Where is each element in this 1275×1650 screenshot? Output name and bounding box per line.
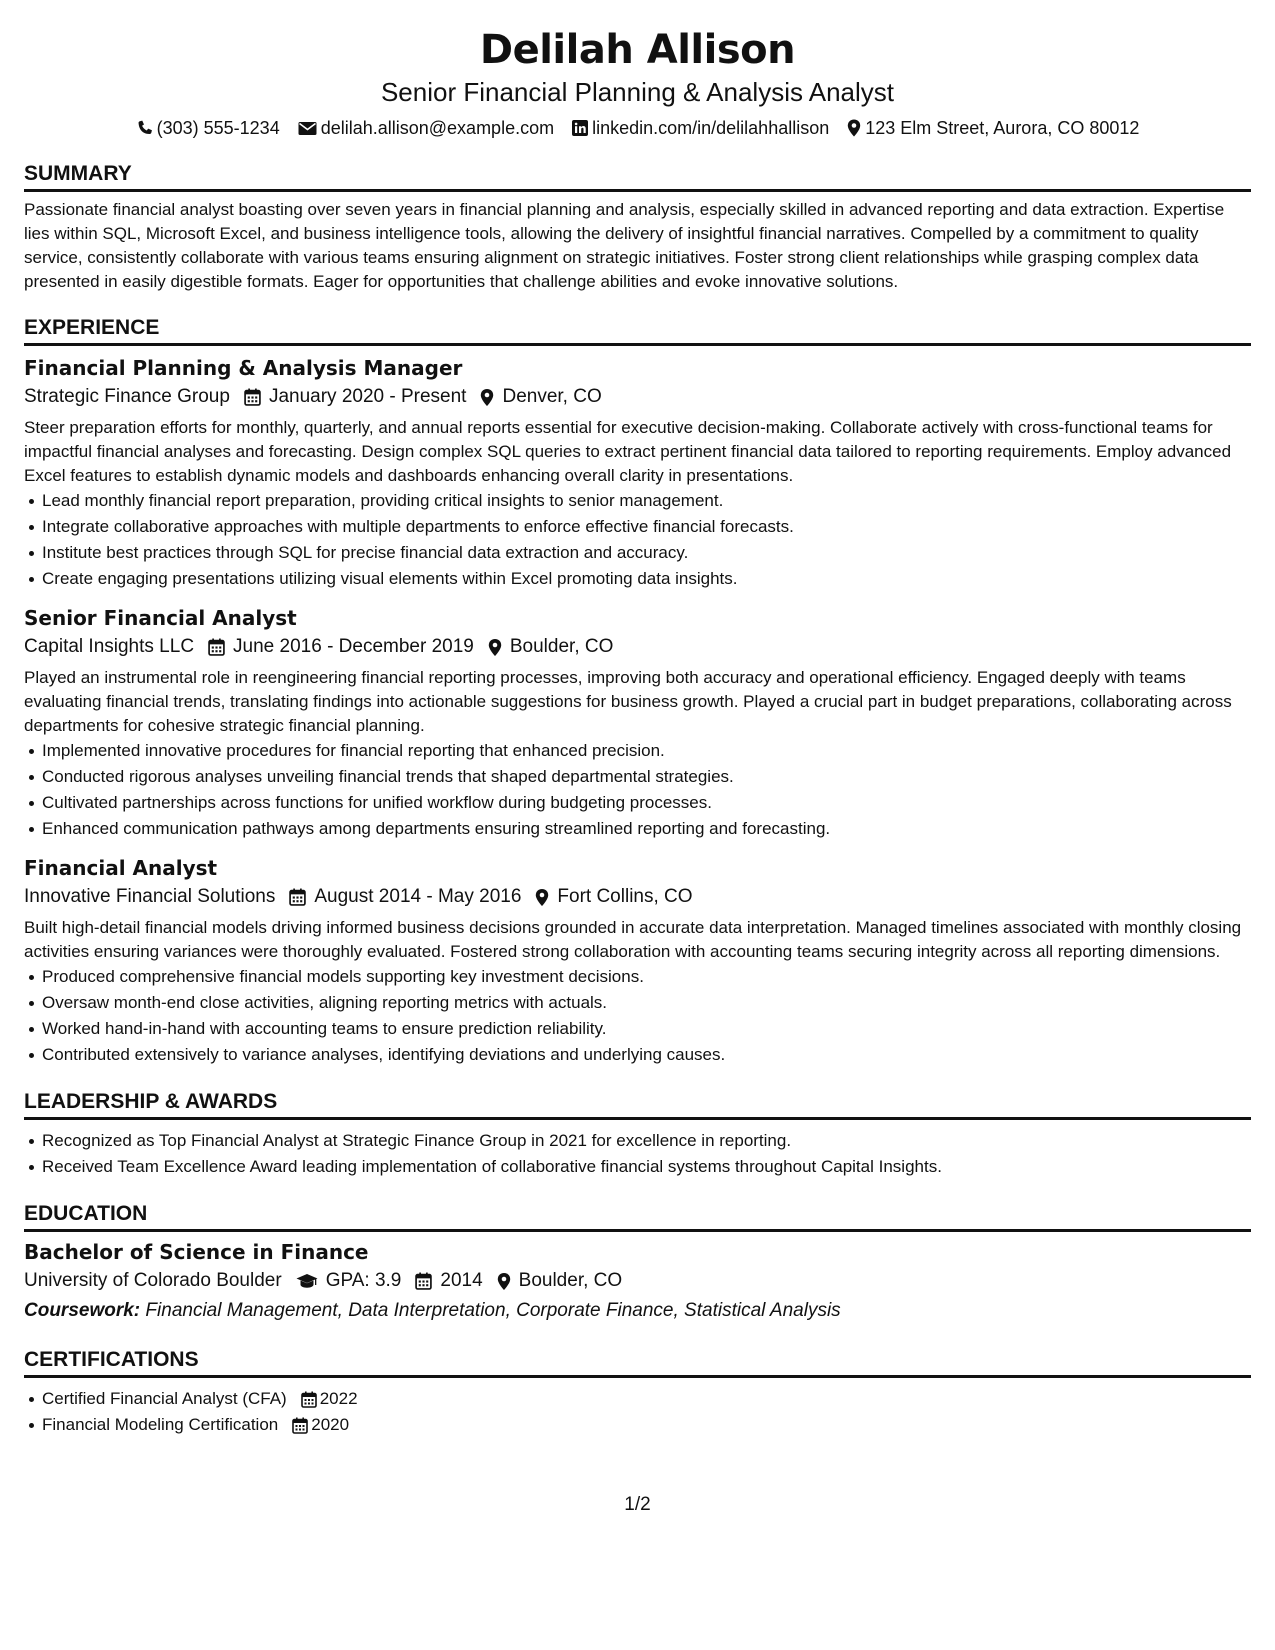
job-location-text: Fort Collins, CO xyxy=(557,886,693,907)
job-location-text: Denver, CO xyxy=(502,386,602,407)
award-item: Received Team Excellence Award leading implementation of collaborative financial systems throughout Capital Insights. xyxy=(42,1154,1251,1180)
job-bullet: Conducted rigorous analyses unveiling financial trends that shaped departmental strategies. xyxy=(42,764,1251,790)
calendar-icon xyxy=(289,888,306,906)
job-bullet: Enhanced communication pathways among departments ensuring streamlined reporting and forecasting. xyxy=(42,816,1251,842)
contact-bar xyxy=(24,116,1251,140)
resume-header xyxy=(24,24,1251,140)
job-bullet: Cultivated partnerships across functions for unified workflow during budgeting processes. xyxy=(42,790,1251,816)
job-entry xyxy=(24,354,1251,592)
job-location xyxy=(535,882,692,912)
certification-date xyxy=(292,1412,349,1438)
certification-year: 2020 xyxy=(311,1415,350,1434)
certification-year: 2022 xyxy=(319,1389,358,1408)
envelope-icon xyxy=(298,121,317,136)
job-company-text: Strategic Finance Group xyxy=(24,386,230,407)
phone-icon xyxy=(136,120,153,137)
education-location xyxy=(497,1266,623,1296)
job-bullet: Lead monthly financial report preparation, providing critical insights to senior management. xyxy=(42,488,1251,514)
contact-phone xyxy=(136,116,280,140)
linkedin-icon xyxy=(572,120,588,136)
school-name xyxy=(24,1266,282,1296)
job-bullets xyxy=(24,964,1251,1068)
contact-linkedin[interactable] xyxy=(572,116,829,140)
job-bullet: Worked hand-in-hand with accounting teams to ensure prediction reliability. xyxy=(42,1016,1251,1042)
education-gpa-text: GPA: 3.9 xyxy=(325,1270,402,1291)
certification-name: Certified Financial Analyst (CFA) xyxy=(42,1389,287,1408)
experience-section xyxy=(24,316,1251,1068)
education-meta xyxy=(24,1266,1251,1296)
job-dates xyxy=(289,882,521,912)
certification-date xyxy=(301,1386,358,1412)
job-company-text: Capital Insights LLC xyxy=(24,636,195,657)
job-bullet: Contributed extensively to variance analyses, identifying deviations and underlying causes. xyxy=(42,1042,1251,1068)
job-location xyxy=(480,382,601,412)
job-description: Built high-detail financial models driving informed business decisions grounded in accurate data interpretation. Managed timelines associated with monthly closing activities ensuring variances were thoroughly evaluated. Fostered strong collaboration with accounting teams securing integrity across all reporting dimensions. xyxy=(24,918,1242,961)
education-heading: EDUCATION xyxy=(24,1202,1251,1232)
job-dates-text: January 2020 - Present xyxy=(268,386,467,407)
job-description: Steer preparation efforts for monthly, quarterly, and annual reports essential for executive decision-making. Collaborate actively with cross-functional teams for impactful financial analyses and forecasting. Design complex SQL queries to extract pertinent financial data tailored to reporting requirements. Employ advanced Excel features to establish dynamic models and dashboards enhancing overall clarity in presentations. xyxy=(24,418,1232,485)
contact-email[interactable] xyxy=(298,116,554,140)
awards-list xyxy=(24,1128,1251,1180)
coursework-label: Coursework: xyxy=(24,1300,141,1321)
job-meta xyxy=(24,882,1251,912)
calendar-icon xyxy=(301,1391,317,1408)
job-bullets xyxy=(24,738,1251,842)
job-location-text: Boulder, CO xyxy=(509,636,614,657)
summary-section xyxy=(24,162,1251,294)
page-number: 1/2 xyxy=(624,1494,651,1515)
job-bullet: Institute best practices through SQL for precise financial data extraction and accuracy. xyxy=(42,540,1251,566)
job-title: Financial Planning & Analysis Manager xyxy=(24,356,463,380)
education-location-text: Boulder, CO xyxy=(518,1270,623,1291)
job-dates-text: June 2016 - December 2019 xyxy=(233,636,474,657)
summary-heading: SUMMARY xyxy=(24,162,1251,192)
calendar-icon xyxy=(244,388,261,406)
job-bullet: Produced comprehensive financial models supporting key investment decisions. xyxy=(42,964,1251,990)
job-title: Senior Financial Analyst xyxy=(24,606,297,630)
map-pin-icon xyxy=(535,888,549,907)
certifications-heading: CERTIFICATIONS xyxy=(24,1348,1251,1378)
job-location xyxy=(488,632,614,662)
map-pin-icon xyxy=(847,119,861,137)
education-gpa xyxy=(296,1266,402,1296)
calendar-icon xyxy=(415,1272,432,1290)
job-title: Financial Analyst xyxy=(24,856,218,880)
job-company xyxy=(24,382,230,412)
job-company xyxy=(24,882,275,912)
experience-heading: EXPERIENCE xyxy=(24,316,1251,346)
map-pin-icon xyxy=(497,1272,511,1291)
calendar-icon xyxy=(208,638,225,656)
award-item: Recognized as Top Financial Analyst at Strategic Finance Group in 2021 for excellence in reporting. xyxy=(42,1128,1251,1154)
candidate-name: Delilah Allison xyxy=(479,27,796,73)
job-meta xyxy=(24,632,1251,662)
certification-item xyxy=(42,1386,1251,1412)
summary-text: Passionate financial analyst boasting over seven years in financial planning and analysis, especially skilled in advanced reporting and data extraction. Expertise lies within SQL, Microsoft Excel, and business intelligence tools, allowing the delivery of insightful financial narratives. Compelled by a commitment to quality service, consistently collaborate with various teams ensuring alignment on strategic initiatives. Foster strong client relationships while grasping complex data presented in easily digestible formats. Eager for opportunities that challenge abilities and evoke innovative solutions. xyxy=(24,200,1225,291)
contact-phone-text: (303) 555-1234 xyxy=(156,118,280,138)
job-entry xyxy=(24,604,1251,842)
job-description: Played an instrumental role in reengineering financial reporting processes, improving both accuracy and operational efficiency. Engaged deeply with teams evaluating financial trends, translating findings into actionable suggestions for business growth. Played a crucial part in budget preparations, collaborating across departments for cohesive strategic financial planning. xyxy=(24,668,1232,735)
job-company-text: Innovative Financial Solutions xyxy=(24,886,276,907)
job-bullet: Oversaw month-end close activities, aligning reporting metrics with actuals. xyxy=(42,990,1251,1016)
coursework-text: Financial Management, Data Interpretation, Corporate Finance, Statistical Analysis xyxy=(145,1300,841,1321)
job-bullet: Integrate collaborative approaches with multiple departments to enforce effective financial forecasts. xyxy=(42,514,1251,540)
job-bullet: Create engaging presentations utilizing visual elements within Excel promoting data insights. xyxy=(42,566,1251,592)
certifications-list xyxy=(24,1386,1251,1438)
education-year-text: 2014 xyxy=(440,1270,483,1291)
coursework-line xyxy=(24,1296,1251,1326)
job-meta xyxy=(24,382,1251,412)
education-section xyxy=(24,1202,1251,1326)
certification-name: Financial Modeling Certification xyxy=(42,1415,279,1434)
contact-address xyxy=(847,116,1139,140)
contact-linkedin-text: linkedin.com/in/delilahhallison xyxy=(592,118,830,138)
awards-section xyxy=(24,1090,1251,1180)
job-entry xyxy=(24,854,1251,1068)
school-name-text: University of Colorado Boulder xyxy=(24,1270,282,1291)
certification-item xyxy=(42,1412,1251,1438)
graduation-cap-icon xyxy=(296,1273,318,1289)
degree-title: Bachelor of Science in Finance xyxy=(24,1240,369,1264)
education-year xyxy=(415,1266,482,1296)
contact-address-text: 123 Elm Street, Aurora, CO 80012 xyxy=(865,118,1140,138)
candidate-title: Senior Financial Planning & Analysis Analyst xyxy=(380,77,895,107)
job-company xyxy=(24,632,194,662)
job-dates xyxy=(244,382,467,412)
job-bullets xyxy=(24,488,1251,592)
awards-heading: LEADERSHIP & AWARDS xyxy=(24,1090,1251,1120)
job-dates-text: August 2014 - May 2016 xyxy=(314,886,522,907)
job-bullet: Implemented innovative procedures for financial reporting that enhanced precision. xyxy=(42,738,1251,764)
map-pin-icon xyxy=(480,388,494,407)
calendar-icon xyxy=(292,1417,308,1434)
certifications-section xyxy=(24,1348,1251,1438)
job-dates xyxy=(208,632,474,662)
contact-email-text: delilah.allison@example.com xyxy=(320,118,555,138)
map-pin-icon xyxy=(488,638,502,657)
